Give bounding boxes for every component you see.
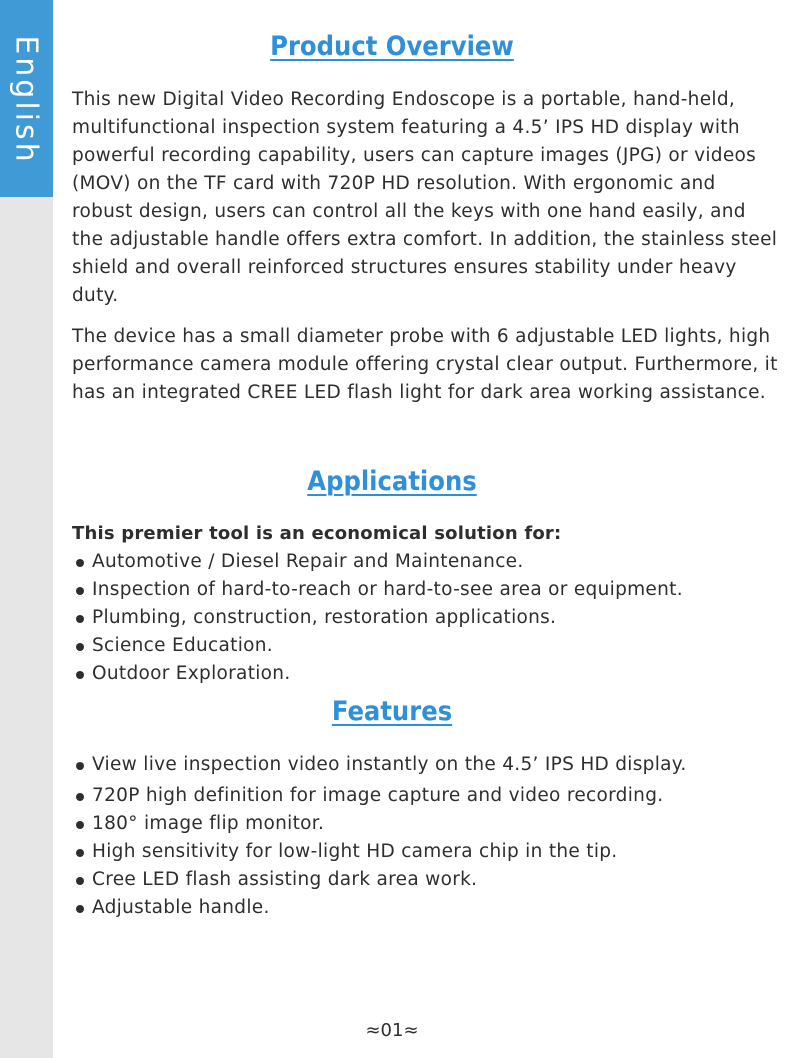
language-tab	[0, 0, 53, 197]
list-item: 720P high definition for image capture and video recording.	[72, 782, 778, 810]
language-tab-label: English	[8, 35, 44, 165]
list-item: View live inspection video instantly on the 4.5’ IPS HD display.	[72, 751, 778, 779]
list-item: Inspection of hard-to-reach or hard-to-see area or equipment.	[72, 576, 778, 604]
list-item: Plumbing, construction, restoration applications.	[72, 604, 778, 632]
list-item: High sensitivity for low-light HD camera chip in the tip.	[72, 838, 778, 866]
applications-intro: This premier tool is an economical solution for:	[72, 523, 562, 544]
list-item: Cree LED flash assisting dark area work.	[72, 866, 778, 894]
page-number: ≈01≈	[365, 1020, 419, 1041]
overview-paragraph-1: This new Digital Video Recording Endoscope is a portable, hand-held, multifunctional inspection system featuring a 4.5’ IPS HD display with powerful recording capability, users can capture images (JPG) or videos (MOV) on the TF card with 720P HD resolution. With ergonomic and robust design, users can control all the keys with one hand easily, and the adjustable handle offers extra comfort. In addition, the stainless steel shield and overall reinforced structures ensures stability under heavy duty.	[72, 89, 778, 306]
section-title-product-overview: Product Overview	[270, 31, 514, 62]
list-item: Science Education.	[72, 632, 778, 660]
section-title-features: Features	[331, 696, 453, 727]
list-item: 180° image flip monitor.	[72, 810, 778, 838]
list-item: Outdoor Exploration.	[72, 660, 778, 688]
applications-list	[72, 548, 778, 688]
features-list	[72, 751, 778, 922]
list-item: Automotive / Diesel Repair and Maintenance.	[72, 548, 778, 576]
section-title-applications: Applications	[307, 466, 477, 497]
list-item: Adjustable handle.	[72, 894, 778, 922]
overview-paragraph-2: The device has a small diameter probe with 6 adjustable LED lights, high performance camera module offering crystal clear output. Furthermore, it has an integrated CREE LED flash light for dark area working assistance.	[72, 326, 778, 403]
